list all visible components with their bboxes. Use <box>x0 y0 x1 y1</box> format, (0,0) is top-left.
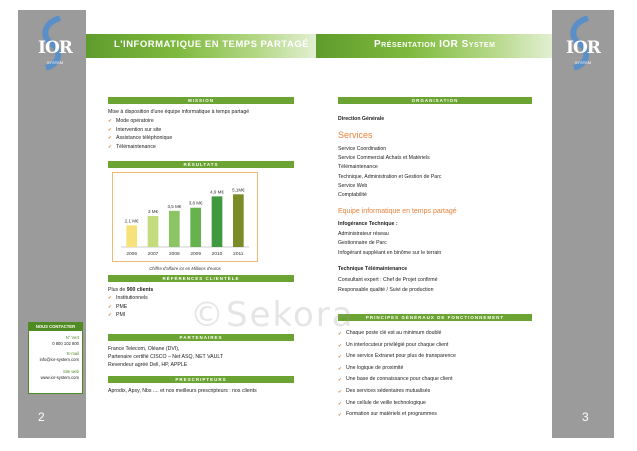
service-item: Comptabilité <box>338 192 367 198</box>
infogerance-item: Infogérant suppléant en binôme sur le terrain <box>338 250 442 256</box>
chart-bar <box>233 194 244 247</box>
header-band-right <box>316 34 552 58</box>
header-title-right: Présentation IOR System <box>374 39 496 50</box>
chart-data-label: 3,5 M€ <box>167 203 182 209</box>
service-item: Télémaintenance <box>338 164 378 170</box>
revenue-chart <box>112 172 258 262</box>
chart-data-label: 2,1 M€ <box>124 218 139 224</box>
list-item: ✔ Formation sur matériels et programmes <box>338 409 456 421</box>
chart-data-label: 3,8 M€ <box>188 200 203 206</box>
mission-list <box>108 117 172 151</box>
service-item: Service Commercial Achats et Matériels <box>338 155 430 161</box>
list-item: ✔ Un interlocuteur privilégié pour chaque client <box>338 340 456 352</box>
contact-email-label: E-mail <box>67 351 79 356</box>
service-item: Technique, Administration et Gestion de Parc <box>338 174 442 180</box>
equipe-title: Equipe informatique en temps partagé <box>338 208 457 215</box>
references-intro-prefix: Plus de <box>108 287 127 293</box>
ior-logo <box>34 16 76 72</box>
list-item: ✔ Institutionnels <box>108 294 148 303</box>
contact-title: NOUS CONTACTER <box>29 323 82 331</box>
chart-bar <box>148 216 159 247</box>
chart-tick-label: 2010 <box>211 252 223 257</box>
infogerance-title: Infogérance Technique : <box>338 221 398 227</box>
watermark: ©Sekora <box>190 295 355 335</box>
mission-intro: Mise à disposition d'une équipe informatique à temps partagé <box>108 109 250 115</box>
partenaires-title: PARTENAIRES <box>108 334 294 341</box>
prescripteurs-title: PRESCRIPTEURS <box>108 376 294 383</box>
logo-text: IOR <box>566 38 600 58</box>
services-title: Services <box>338 130 373 140</box>
logo-subtext: SYSTEM <box>46 60 64 65</box>
contact-box <box>28 322 83 394</box>
list-item: ✔ Télémaintenance <box>108 143 172 152</box>
partenaires-line: Revendeur agréé Dell, HP, APPLE <box>108 362 188 368</box>
page-number-right: 3 <box>582 410 589 424</box>
chart-bar <box>190 208 201 247</box>
chart-tick-label: 2007 <box>147 252 159 257</box>
chart-tick-label: 2006 <box>126 252 138 257</box>
page-number-left: 2 <box>38 410 45 424</box>
list-item: ✔ Mode opératoire <box>108 117 172 126</box>
infogerance-item: Gestionnaire de Parc <box>338 240 387 246</box>
partenaires-line: Partenaire certifié CISCO – Net ASQ, NET VAULT <box>108 354 224 360</box>
principes-list <box>338 328 456 421</box>
organisation-title: ORGANISATION <box>338 97 532 104</box>
service-item: Service Coordination <box>338 146 387 152</box>
ior-logo <box>562 16 604 72</box>
direction-generale: Direction Générale <box>338 116 385 122</box>
chart-tick-label: 2008 <box>168 252 180 257</box>
list-item: ✔ Une logique de proximité <box>338 363 456 375</box>
resultats-title: RÉSULTATS <box>108 161 294 168</box>
infogerance-item: Administrateur réseau <box>338 231 389 237</box>
logo-subtext: SYSTEM <box>574 60 592 65</box>
telemaintenance-title: Technique Télémaintenance <box>338 266 408 272</box>
references-title: RÉFÉRENCES CLIENTÈLE <box>108 275 294 282</box>
header-band-left <box>86 34 316 58</box>
chart-caption: Chiffre d'affaire ior en Millions d'euros <box>149 266 221 271</box>
list-item: ✔ Des services sédentaires mutualisés <box>338 386 456 398</box>
list-item: ✔ PME <box>108 303 148 312</box>
references-count: 900 clients <box>126 287 154 293</box>
contact-site-label: Site web <box>62 369 79 374</box>
chart-tick-label: 2009 <box>190 252 202 257</box>
left-sidebar <box>18 10 86 438</box>
chart-tick-label: 2011 <box>233 252 244 257</box>
right-sidebar <box>552 10 614 438</box>
chart-data-label: 3 M€ <box>147 209 159 214</box>
list-item: ✔ Assistance téléphonique <box>108 134 172 143</box>
list-item: ✔ Une cellule de veille technologique <box>338 398 456 410</box>
chart-bar <box>126 225 137 247</box>
right-page <box>316 10 614 438</box>
revenue-chart-svg <box>113 173 257 261</box>
list-item: ✔ PMI <box>108 311 148 320</box>
left-page <box>18 10 316 438</box>
contact-site[interactable]: www.ior-system.com <box>40 375 79 380</box>
chart-data-label: 5,1M€ <box>232 187 245 193</box>
chart-bar <box>169 211 180 247</box>
telemaintenance-item: Responsable qualité / Suivi de production <box>338 287 434 293</box>
chart-bar <box>212 196 223 247</box>
partenaires-line: France Telecom, Oléane (DVI), <box>108 346 180 352</box>
contact-numero-label: N° Vert <box>65 335 79 340</box>
list-item: ✔ Intervention sur site <box>108 126 172 135</box>
contact-email[interactable]: info@ior-system.com <box>39 357 79 362</box>
prescripteurs-text: Aprodix, Apsy, Nbs .... et nos meilleurs prescripteurs : nos clients <box>108 388 257 394</box>
header-title-left: L'INFORMATIQUE EN TEMPS PARTAGÉ <box>114 39 310 50</box>
chart-data-label: 4,9 M€ <box>210 189 224 195</box>
list-item: ✔ Une base de connaissance pour chaque client <box>338 374 456 386</box>
telemaintenance-item: Consultant expert : Chef de Projet confirmé <box>338 277 438 283</box>
service-item: Service Web <box>338 183 368 189</box>
mission-title: MISSION <box>108 97 294 104</box>
principes-title: PRINCIPES GÉNÉRAUX DE FONCTIONNEMENT <box>338 314 532 321</box>
logo-text: IOR <box>38 38 72 58</box>
list-item: ✔ Chaque poste clé est au minimum doublé <box>338 328 456 340</box>
list-item: ✔ Une service Extranet pour plus de transparence <box>338 351 456 363</box>
references-list <box>108 294 148 320</box>
contact-numero: 0 800 102 800 <box>52 341 79 346</box>
